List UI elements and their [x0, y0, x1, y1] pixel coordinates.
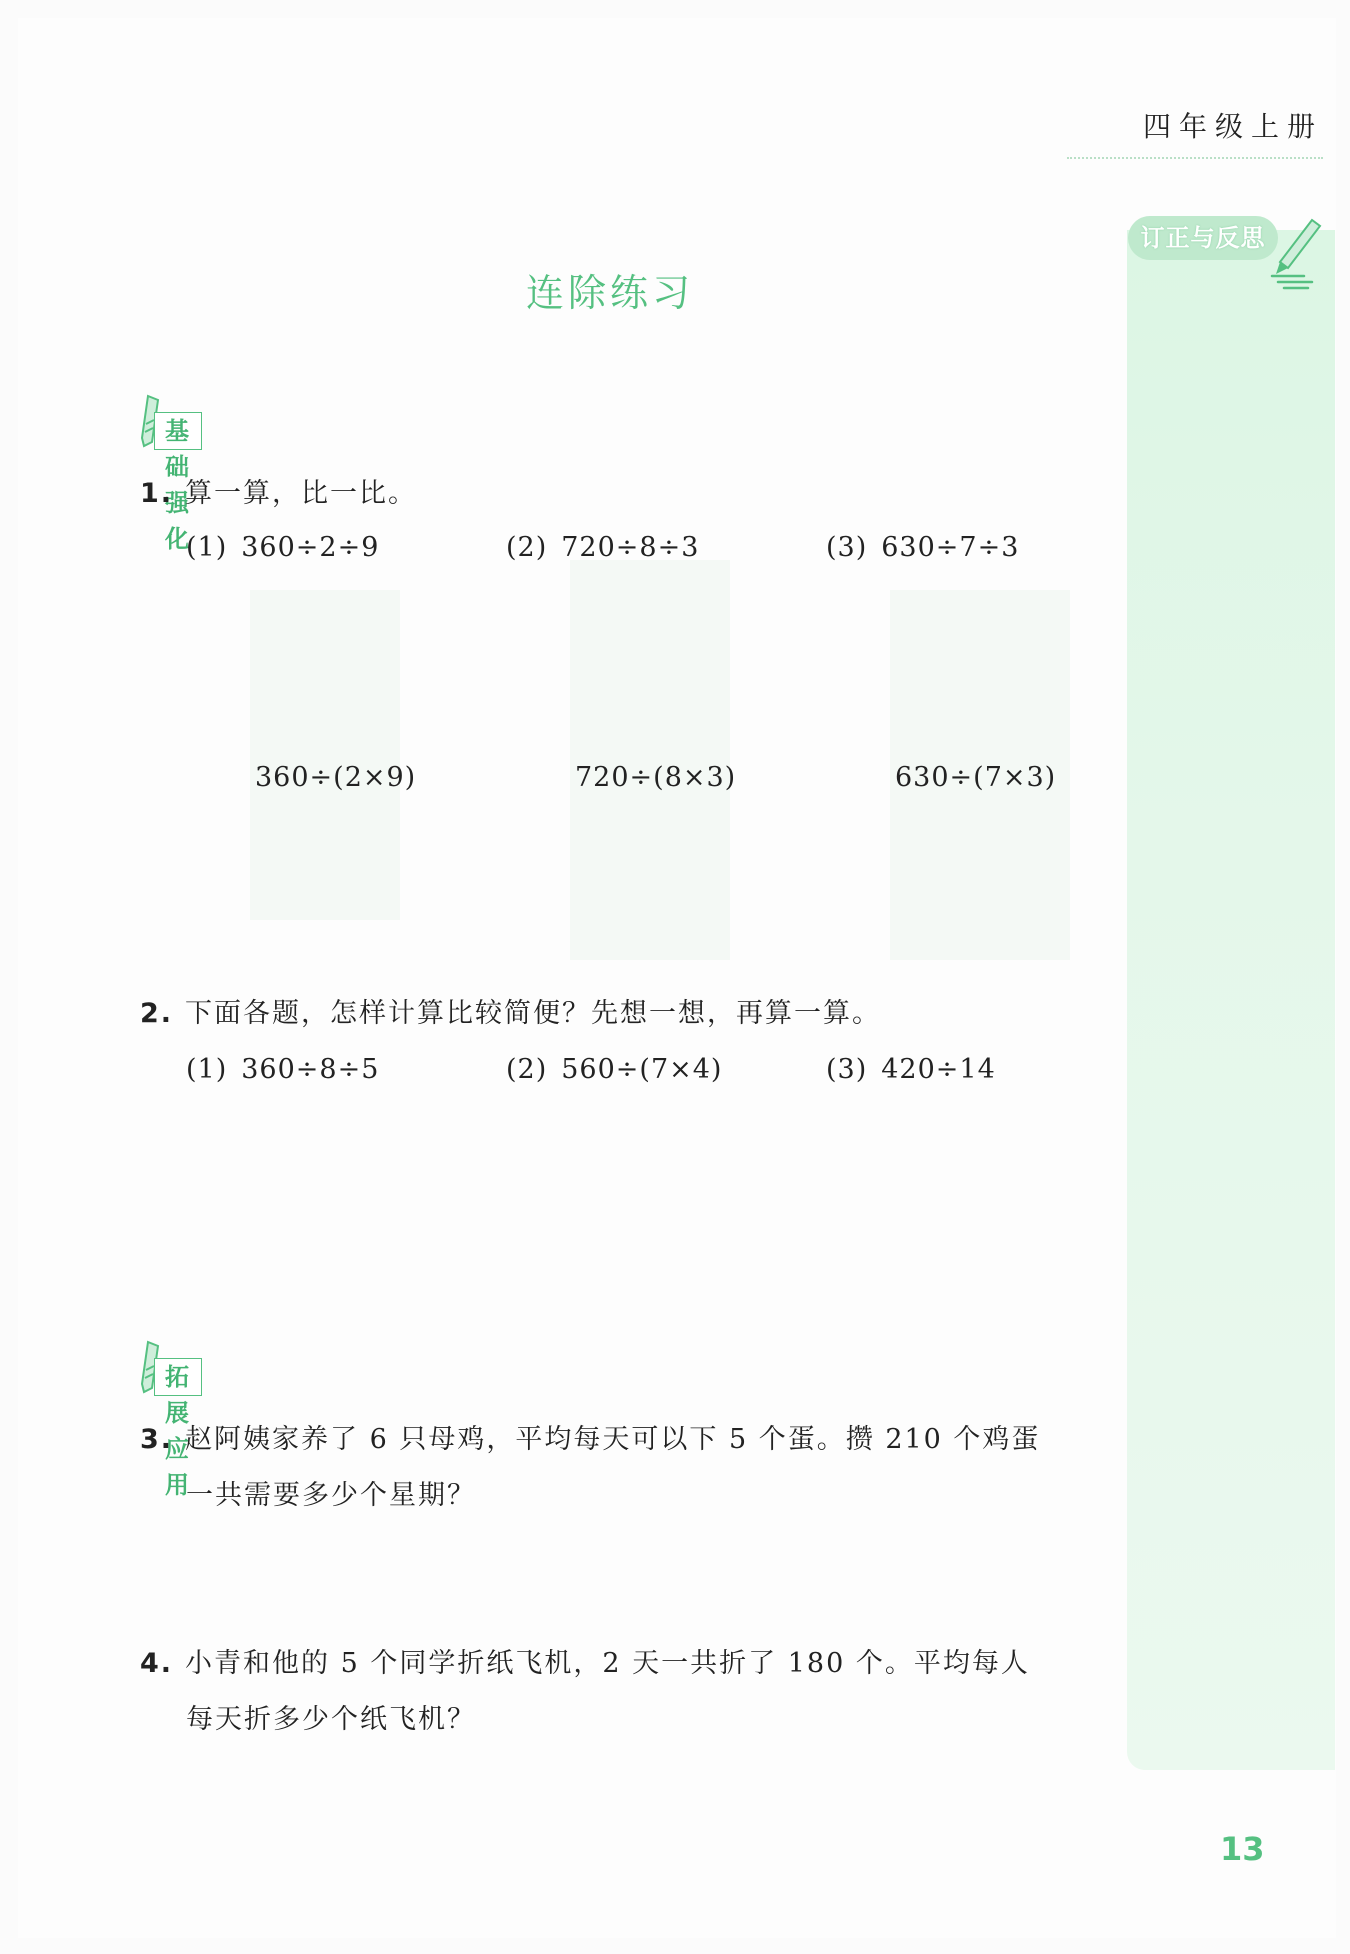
q1-item-label: (3) [826, 532, 868, 563]
q2-item-label: (3) [826, 1054, 868, 1085]
correction-sidebar [1127, 230, 1335, 1770]
q2-item-3 [826, 1054, 996, 1085]
q1-expr-a: 630÷7÷3 [881, 532, 1020, 563]
q2-item-2 [506, 1054, 722, 1085]
question-3-number: 3. [140, 1424, 174, 1455]
q1-expr-b: 630÷(7×3) [895, 762, 1057, 793]
q1-expr-b: 720÷(8×3) [575, 762, 737, 793]
question-1-text: 算一算，比一比。 [185, 478, 418, 509]
q2-item-label: (2) [506, 1054, 548, 1085]
q1-expr-b: 360÷(2×9) [255, 762, 417, 793]
question-3 [140, 1412, 1040, 1468]
question-3-line2: 一共需要多少个星期？ [186, 1480, 476, 1511]
q1-item-2 [506, 532, 699, 563]
section-basic-label: 基础强化 [154, 412, 202, 450]
grade-label: 四年级上册 [1067, 105, 1323, 159]
question-3-line1: 赵阿姨家养了 6 只母鸡，平均每天可以下 5 个蛋。攒 210 个鸡蛋 [185, 1424, 1041, 1455]
question-4-line2: 每天折多少个纸飞机？ [186, 1704, 476, 1735]
question-2 [140, 986, 881, 1042]
q1-expr-a: 720÷8÷3 [561, 532, 700, 563]
q1-item-label: (2) [506, 532, 548, 563]
answer-area [570, 560, 730, 960]
question-2-number: 2. [140, 998, 174, 1029]
question-1 [140, 466, 417, 522]
q2-expr: 360÷8÷5 [241, 1054, 380, 1085]
page-title: 连除练习 [525, 271, 694, 315]
question-1-number: 1. [140, 478, 174, 509]
question-4 [140, 1636, 1030, 1692]
page-number: 13 [1220, 1830, 1265, 1868]
q2-expr: 560÷(7×4) [561, 1054, 723, 1085]
q1-item-1 [186, 532, 379, 563]
q2-expr: 420÷14 [881, 1054, 996, 1085]
question-4-number: 4. [140, 1648, 174, 1679]
answer-area [250, 590, 400, 920]
q1-expr-a: 360÷2÷9 [241, 532, 380, 563]
question-2-text: 下面各题，怎样计算比较简便？先想一想，再算一算。 [185, 998, 882, 1029]
sidebar-title: 订正与反思 [1128, 216, 1278, 260]
q1-item-3 [826, 532, 1019, 563]
section-extend-label: 拓展应用 [154, 1358, 202, 1396]
q2-item-label: (1) [186, 1054, 228, 1085]
q1-item-label: (1) [186, 532, 228, 563]
pencil-icon [1268, 210, 1328, 290]
q2-item-1 [186, 1054, 379, 1085]
question-4-line1: 小青和他的 5 个同学折纸飞机，2 天一共折了 180 个。平均每人 [185, 1648, 1030, 1679]
